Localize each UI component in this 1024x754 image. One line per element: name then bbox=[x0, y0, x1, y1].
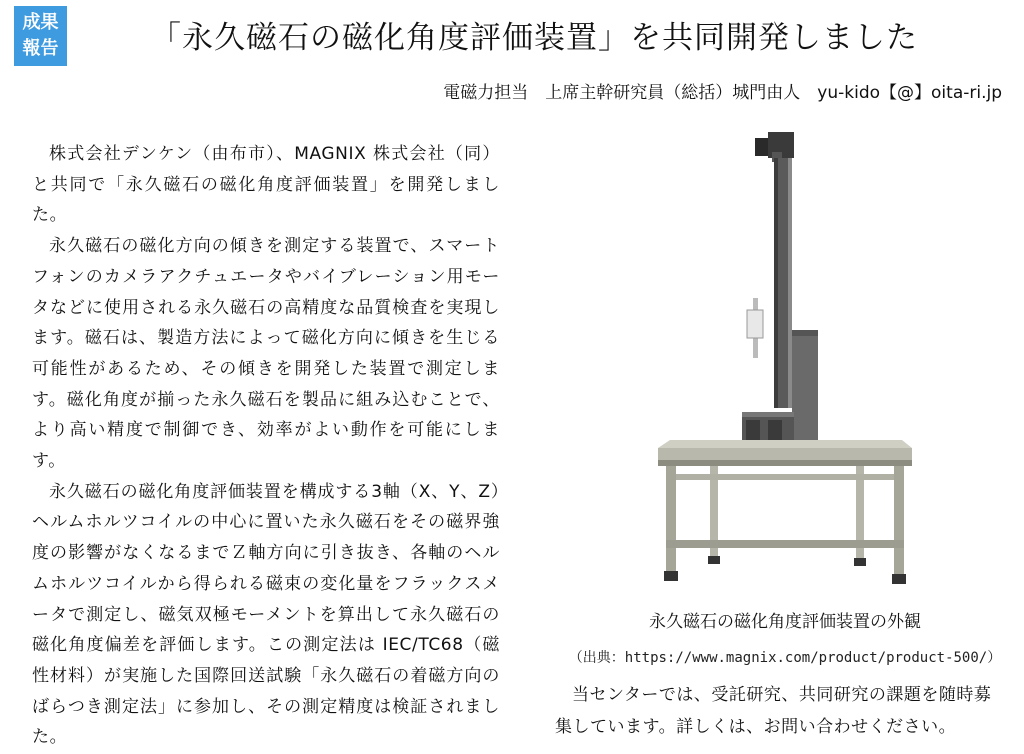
body-paragraph-3: 永久磁石の磁化角度評価装置を構成する3軸（X、Y、Z）ヘルムホルツコイルの中心に置いた永久磁石をその磁界強度の影響がなくなるまでＺ軸方向に引き抜き、各軸のヘルムホルツコイルから得られる磁束の変化量をフラックスメータで測定し、磁気双極モーメントを算出して永久磁石の磁化角度偏差を評価します。この測定法は IEC/TC68（磁性材料）が実施した国際回送試験「永久磁石の着磁方向のばらつき測定法」に参加し、その測定精度は検証されました。 bbox=[32, 481, 500, 748]
author-line: 電磁力担当 上席主幹研究員（総括）城門由人 yu-kido【@】oita-ri.jp bbox=[443, 83, 1002, 103]
figure-source: （出典：https://www.magnix.com/product/product-500/） bbox=[568, 650, 1002, 666]
body-paragraph-2: 永久磁石の磁化方向の傾きを測定する装置で、スマートフォンのカメラアクチュエータやバイブレーション用モータなどに使用される永久磁石の高精度な品質検査を実現します。磁石は、製造方法によって磁化方向に傾きを生じる可能性があるため、その傾きを開発した装置で測定します。磁化角度が揃った永久磁石を製品に組み込むことで、より高い精度で制御でき、効率がよい動作を可能にします。 bbox=[32, 236, 500, 472]
contact-notice: 当センターでは、受託研究、共同研究の課題を随時募集しています。詳しくは、お問い合わせください。 bbox=[555, 685, 992, 737]
device-photo bbox=[650, 130, 920, 590]
badge-line-1: 成果 bbox=[22, 12, 59, 33]
page-title: 「永久磁石の磁化角度評価装置」を共同開発しました bbox=[150, 20, 918, 56]
figure-caption: 永久磁石の磁化角度評価装置の外観 bbox=[649, 612, 921, 632]
result-report-badge bbox=[14, 6, 67, 66]
body-paragraph-1: 株式会社デンケン（由布市）、MAGNIX 株式会社（同）と共同で「永久磁石の磁化角度評価装置」を開発しました。 bbox=[32, 144, 500, 226]
badge-line-2: 報告 bbox=[22, 38, 59, 59]
article-body bbox=[32, 139, 500, 753]
